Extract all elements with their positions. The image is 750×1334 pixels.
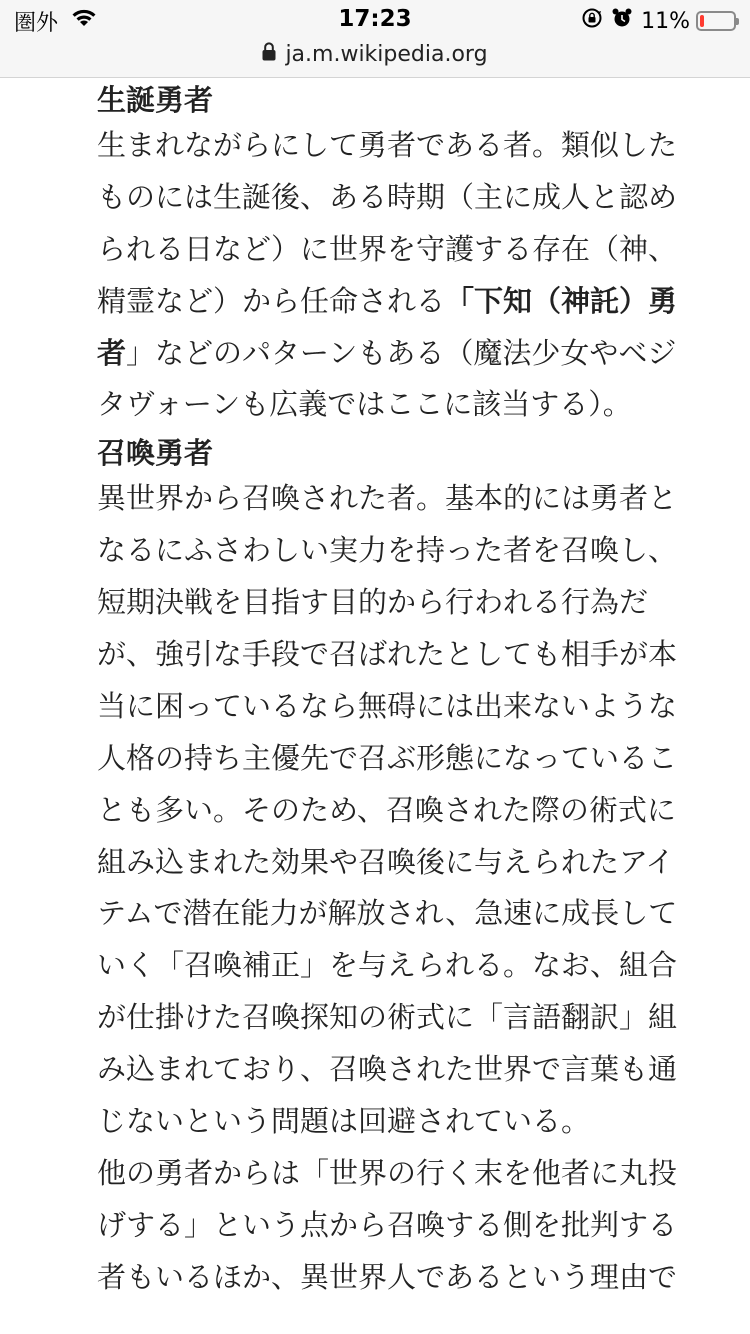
body-text: み込まれており、召喚された世界で言葉も通 [97, 1052, 678, 1087]
text-line [97, 888, 697, 940]
url-domain: ja.m.wikipedia.org [285, 41, 488, 67]
body-text: テムで潜在能力が解放され、急速に成長して [97, 896, 678, 931]
text-line [97, 629, 697, 681]
body-text: 」などのパターンもある（魔法少女やベジ [126, 335, 677, 370]
body-text: いく「召喚補正」を与えられる。なお、組合 [97, 948, 678, 983]
battery-icon [696, 11, 736, 31]
text-line [97, 172, 697, 224]
lock-icon [262, 42, 276, 67]
rotation-lock-icon [581, 7, 603, 35]
battery-level [700, 15, 704, 27]
term-summoned-hero: 召喚勇者 [97, 436, 214, 471]
text-line [97, 224, 697, 276]
text-line [97, 733, 697, 785]
carrier-label: 圏外 [14, 10, 59, 36]
browser-top-bar [0, 0, 750, 78]
bold-term-text: 者 [97, 335, 127, 370]
text-line [97, 328, 697, 380]
text-line [97, 681, 697, 733]
body-text: 当に困っているなら無碍には出来ないような [97, 688, 678, 723]
text-line [97, 379, 697, 431]
body-text: 短期決戦を目指す目的から行われる行為だ [97, 585, 649, 620]
text-line [97, 1096, 697, 1148]
body-text: じないという問題は回避されている。 [97, 1104, 591, 1139]
text-line [97, 837, 697, 889]
text-line [97, 940, 697, 992]
body-text: 人格の持ち主優先で召ぶ形態になっているこ [97, 740, 678, 775]
status-time: 17:23 [338, 6, 412, 32]
battery-percent: 11% [641, 8, 690, 34]
body-text: 者もいるほか、異世界人であるという理由で [97, 1259, 678, 1294]
status-bar-right [581, 7, 736, 35]
body-text: 異世界から召喚された者。基本的には勇者と [97, 481, 678, 516]
text-line [97, 525, 697, 577]
text-line [97, 577, 697, 629]
term-birth-hero: 生誕勇者 [97, 83, 214, 117]
body-text: 組み込まれた効果や召喚後に与えられたアイ [97, 844, 675, 879]
paragraph-summoned-hero [97, 473, 697, 1303]
url-bar[interactable] [0, 40, 750, 68]
body-text: ものには生誕後、ある時期（主に成人と認め [97, 179, 678, 214]
body-text: 生まれながらにして勇者である者。類似した [97, 128, 678, 162]
text-line [97, 473, 697, 525]
body-text: とも多い。そのため、召喚された際の術式に [97, 792, 676, 827]
text-line [97, 276, 697, 328]
text-line [97, 1148, 697, 1200]
article-content [97, 78, 697, 1304]
body-text: 他の勇者からは「世界の行く末を他者に丸投 [97, 1155, 678, 1190]
body-text: なるにふさわしい実力を持った者を召喚し、 [97, 533, 678, 568]
body-text: タヴォーンも広義ではここに該当する）。 [97, 387, 632, 422]
text-line [97, 785, 697, 837]
body-text: げする」という点から召喚する側を批判する [97, 1207, 678, 1242]
text-line [97, 1044, 697, 1096]
text-line [97, 1252, 697, 1304]
body-text: 精霊など）から任命される [97, 283, 446, 318]
text-line [97, 1200, 697, 1252]
body-text: が、強引な手段で召ばれたとしても相手が本 [97, 637, 678, 672]
text-line [97, 120, 697, 172]
body-text: が仕掛けた召喚探知の術式に「言語翻訳」組 [97, 1000, 678, 1035]
paragraph-birth-hero [97, 120, 697, 431]
bold-term-text: 「下知（神託）勇 [445, 283, 678, 318]
alarm-icon [611, 7, 633, 35]
text-line [97, 992, 697, 1044]
body-text: られる日など）に世界を守護する存在（神、 [97, 231, 678, 266]
